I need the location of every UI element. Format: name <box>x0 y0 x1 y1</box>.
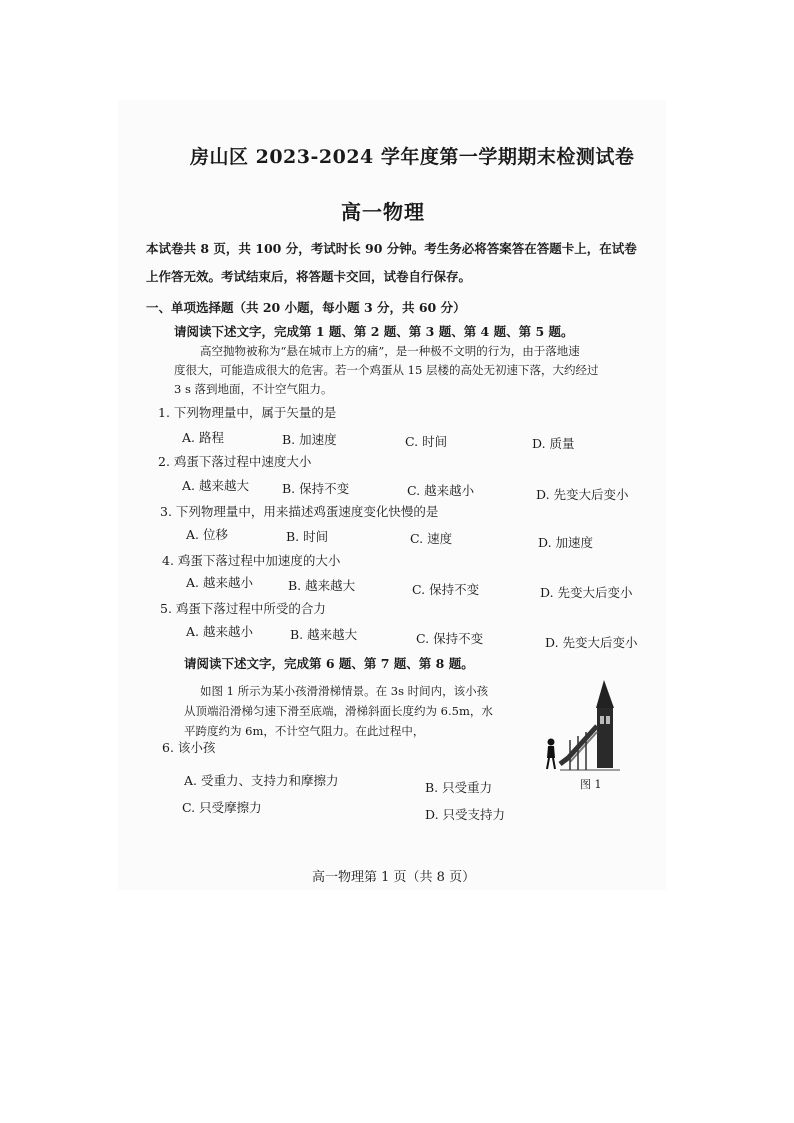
passage-2-line-2: 从顶端沿滑梯匀速下滑至底端，滑梯斜面长度约为 6.5m，水 <box>184 704 493 718</box>
question-2-option-c[interactable]: C. 越来越小 <box>407 483 475 498</box>
question-3-option-b[interactable]: B. 时间 <box>286 529 329 544</box>
question-6-option-c[interactable]: C. 只受摩擦力 <box>182 800 262 815</box>
question-5-stem: 5. 鸡蛋下落过程中所受的合力 <box>160 601 326 616</box>
question-1-option-d[interactable]: D. 质量 <box>532 436 575 451</box>
question-4-option-c[interactable]: C. 保持不变 <box>412 582 480 597</box>
passage-1-line-1: 高空抛物被称为“悬在城市上方的痛”，是一种极不文明的行为，由于落地速 <box>200 344 580 358</box>
question-5-option-b[interactable]: B. 越来越大 <box>290 627 358 642</box>
question-2-option-d[interactable]: D. 先变大后变小 <box>536 487 629 502</box>
question-3-option-c[interactable]: C. 速度 <box>410 531 453 546</box>
question-4-stem: 4. 鸡蛋下落过程中加速度的大小 <box>162 553 341 568</box>
tower-body-icon <box>597 708 613 768</box>
question-5-option-a[interactable]: A. 越来越小 <box>186 624 253 639</box>
question-6-stem: 6. 该小孩 <box>162 740 216 755</box>
question-3-option-d[interactable]: D. 加速度 <box>538 535 594 550</box>
exam-title: 房山区 2023-2024 学年度第一学期期末检测试卷 <box>190 146 635 168</box>
page-footer: 高一物理第 1 页（共 8 页） <box>312 870 476 885</box>
question-2-stem: 2. 鸡蛋下落过程中速度大小 <box>158 454 312 469</box>
question-1-option-b[interactable]: B. 加速度 <box>282 432 337 447</box>
question-1-stem: 1. 下列物理量中，属于矢量的是 <box>158 405 337 420</box>
question-6-option-d[interactable]: D. 只受支持力 <box>425 807 506 822</box>
passage-2-line-3: 平跨度约为 6m，不计空气阻力。在此过程中， <box>184 724 425 738</box>
reading-instruction-2: 请阅读下述文字，完成第 6 题、第 7 题、第 8 题。 <box>184 656 474 671</box>
tower-roof-icon <box>596 680 614 708</box>
question-4-option-b[interactable]: B. 越来越大 <box>288 578 356 593</box>
question-4-option-a[interactable]: A. 越来越小 <box>186 575 253 590</box>
exam-notice: 本试卷共 8 页，共 100 分，考试时长 90 分钟。考生务必将答案答在答题卡上，在试卷上作答无效。考试结束后，将答题卡交回，试卷自行保存。 <box>146 241 637 284</box>
question-6-option-a[interactable]: A. 受重力、支持力和摩擦力 <box>184 773 339 788</box>
slide-figure <box>540 678 634 778</box>
question-3-stem: 3. 下列物理量中，用来描述鸡蛋速度变化快慢的是 <box>160 504 439 519</box>
child-icon <box>548 739 555 746</box>
passage-1-line-2: 度很大，可能造成很大的危害。若一个鸡蛋从 15 层楼的高处无初速下落，大约经过 <box>174 363 599 377</box>
passage-1-line-3: 3 s 落到地面，不计空气阻力。 <box>174 382 333 396</box>
question-6-option-b[interactable]: B. 只受重力 <box>425 780 493 795</box>
question-4-option-d[interactable]: D. 先变大后变小 <box>540 585 633 600</box>
passage-2-line-1: 如图 1 所示为某小孩滑滑梯情景。在 3s 时间内，该小孩 <box>200 684 489 698</box>
reading-instruction-1: 请阅读下述文字，完成第 1 题、第 2 题、第 3 题、第 4 题、第 5 题。 <box>174 324 574 339</box>
question-3-option-a[interactable]: A. 位移 <box>186 527 228 542</box>
question-1-option-c[interactable]: C. 时间 <box>405 434 448 449</box>
question-2-option-a[interactable]: A. 越来越大 <box>182 478 249 493</box>
question-5-option-c[interactable]: C. 保持不变 <box>416 631 484 646</box>
question-1-option-a[interactable]: A. 路程 <box>182 430 224 445</box>
section-heading: 一、单项选择题（共 20 小题，每小题 3 分，共 60 分） <box>146 300 466 315</box>
question-5-option-d[interactable]: D. 先变大后变小 <box>545 635 638 650</box>
figure-caption: 图 1 <box>580 778 602 791</box>
question-2-option-b[interactable]: B. 保持不变 <box>282 481 350 496</box>
subject-title: 高一物理 <box>341 200 425 224</box>
